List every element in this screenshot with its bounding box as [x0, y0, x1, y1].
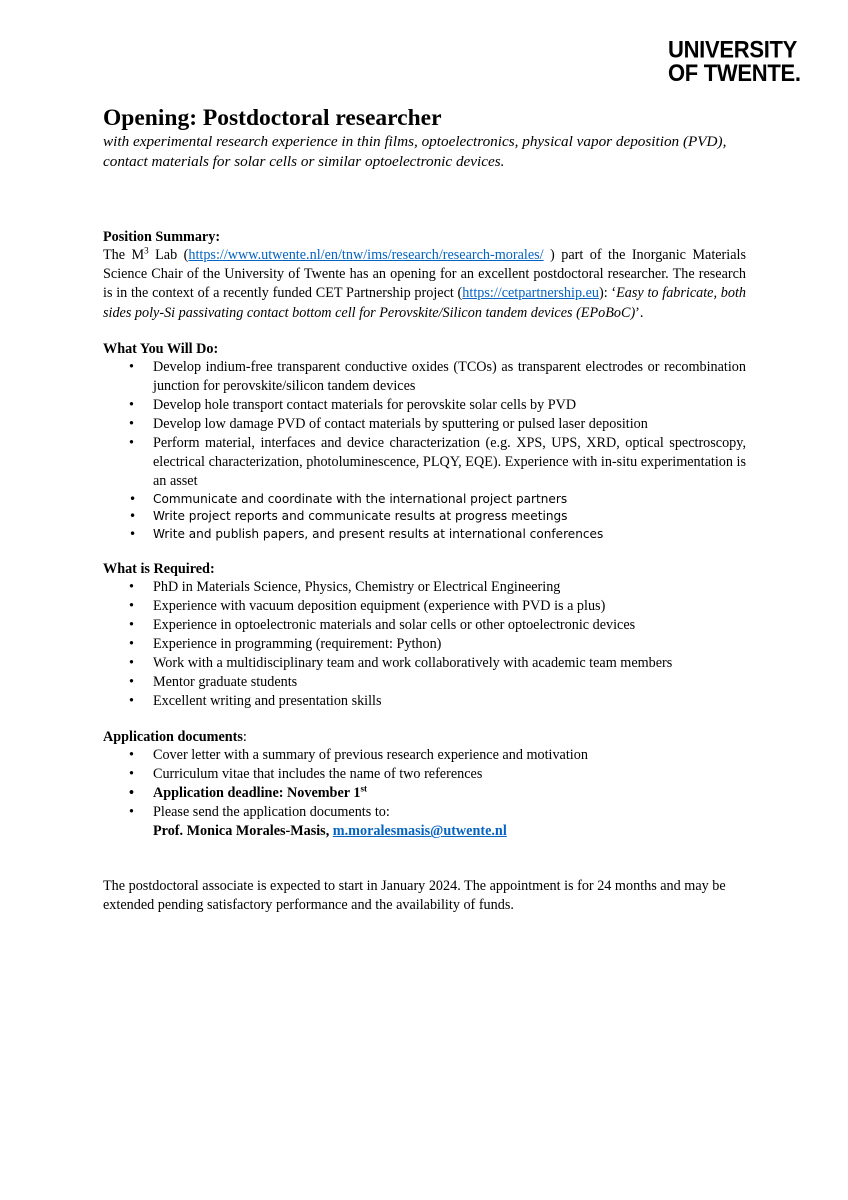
cet-partnership-link[interactable]: https://cetpartnership.eu: [462, 285, 599, 302]
list-item: [103, 434, 746, 491]
list-item: [103, 746, 746, 765]
bullet-icon: •: [129, 415, 134, 432]
what-is-required-heading: What is Required:: [103, 561, 215, 578]
bullet-icon: •: [129, 358, 134, 375]
contact-email-link[interactable]: m.moralesmasis@utwente.nl: [332, 823, 507, 840]
bullet-icon: •: [129, 434, 134, 451]
list-item-text: Perform material, interfaces and device characterization (e.g. XPS, UPS, XRD, optical spectroscopy, electrical characterization, photoluminescence, PLQY, EQE). Experience with in-situ experimentation is an asset: [153, 434, 746, 489]
bullet-icon: •: [129, 747, 134, 764]
list-item: [103, 654, 746, 673]
list-item-text: Work with a multidisciplinary team and work collaboratively with academic team members: [153, 655, 673, 672]
bullet-icon: •: [129, 396, 134, 413]
deadline-text: Application deadline: November 1: [153, 785, 361, 802]
bullet-icon: •: [129, 509, 137, 524]
list-item: [103, 616, 746, 635]
summary-part-4: ): ‘: [599, 285, 617, 302]
university-logo: [668, 35, 808, 87]
summary-superscript: 3: [144, 245, 149, 256]
list-item: [103, 635, 746, 654]
list-item-text: Write and publish papers, and present results at international conferences: [153, 526, 604, 541]
application-heading-text: Application documents: [103, 729, 243, 746]
logo-line-1: UNIVERSITY: [668, 35, 798, 63]
list-item-text: Develop indium-free transparent conductive oxides (TCOs) as transparent electrodes or recombination junction for perovskite/silicon tandem devices: [153, 358, 746, 394]
bullet-icon: •: [129, 693, 134, 710]
application-heading-colon: :: [242, 729, 247, 746]
list-item: [103, 358, 746, 396]
list-item: [103, 508, 746, 526]
logo-line-2: OF TWENTE.: [668, 59, 801, 87]
list-item-text: Curriculum vitae that includes the name of two references: [153, 766, 483, 783]
list-item: [103, 491, 746, 509]
what-you-will-do-heading: What You Will Do:: [103, 340, 219, 357]
list-item-text: Cover letter with a summary of previous research experience and motivation: [153, 747, 588, 764]
list-item-text: PhD in Materials Science, Physics, Chemistry or Electrical Engineering: [153, 579, 561, 596]
list-item: [103, 578, 746, 597]
list-item-text: Mentor graduate students: [153, 674, 298, 691]
list-item: [103, 803, 746, 841]
contact-name: Prof. Monica Morales-Masis,: [153, 823, 333, 840]
list-item: [103, 673, 746, 692]
list-item-text: Develop low damage PVD of contact materials by sputtering or pulsed laser deposition: [153, 415, 648, 432]
list-item: [103, 692, 746, 711]
list-item-text: Write project reports and communicate results at progress meetings: [153, 509, 568, 524]
bullet-icon: •: [129, 804, 134, 821]
deadline-superscript: st: [360, 783, 367, 794]
list-item: [103, 597, 746, 616]
summary-part-1: The M: [103, 247, 145, 263]
summary-part-5: ’.: [635, 304, 644, 321]
bullet-icon: •: [129, 636, 134, 653]
send-instructions: Please send the application documents to:: [153, 804, 390, 821]
bullet-icon: •: [129, 579, 134, 596]
summary-part-2: Lab (: [148, 247, 189, 263]
bullet-icon: •: [129, 598, 134, 615]
position-summary-text: [103, 246, 746, 323]
bullet-icon: •: [129, 766, 134, 783]
page-subtitle: with experimental research experience in thin films, optoelectronics, physical vapor deposition (PVD), contact materials for solar cells or similar optoelectronic devices.: [103, 133, 727, 170]
application-documents-list: [103, 746, 746, 841]
list-item: [103, 526, 746, 544]
summary-part-3: ) part of the Inorganic Materials Science Chair of the University of Twente has an opening for an excellent postdoctoral researcher. The research is in the context of a recently funded CET Partnership project (: [103, 247, 746, 302]
bullet-icon: •: [129, 655, 134, 672]
list-item-text: Communicate and coordinate with the international project partners: [153, 491, 568, 506]
list-item-text: Experience in optoelectronic materials and solar cells or other optoelectronic devices: [153, 617, 636, 634]
list-item-text: Excellent writing and presentation skills: [153, 693, 382, 710]
bullet-icon: •: [129, 526, 137, 541]
document-body: [103, 104, 746, 915]
bullet-icon: •: [129, 674, 134, 691]
page-title: Opening: Postdoctoral researcher: [103, 105, 442, 131]
bullet-icon: •: [129, 491, 137, 506]
application-documents-heading: [103, 728, 746, 746]
bullet-icon: •: [129, 617, 134, 634]
lab-link[interactable]: https://www.utwente.nl/en/tnw/ims/research/research-morales/: [188, 247, 544, 263]
footer-note: The postdoctoral associate is expected to start in January 2024. The appointment is for 24 months and may be extended pending satisfactory performance and the availability of funds.: [103, 878, 726, 914]
list-item-text: Experience with vacuum deposition equipment (experience with PVD is a plus): [153, 598, 606, 615]
list-item: [103, 765, 746, 784]
list-item: [103, 415, 746, 434]
list-item-text: Experience in programming (requirement: Python): [153, 636, 442, 653]
bullet-icon: •: [129, 785, 134, 802]
project-title: Easy to fabricate, both sides poly-Si passivating contact bottom cell for Perovskite/Silicon tandem devices (EPoBoC): [103, 285, 746, 321]
list-item: [103, 396, 746, 415]
list-item-text: Develop hole transport contact materials for perovskite solar cells by PVD: [153, 396, 577, 413]
application-deadline: [103, 784, 746, 803]
position-summary-heading: Position Summary:: [103, 229, 221, 245]
what-you-will-do-list: [103, 358, 746, 544]
what-is-required-list: [103, 578, 746, 711]
